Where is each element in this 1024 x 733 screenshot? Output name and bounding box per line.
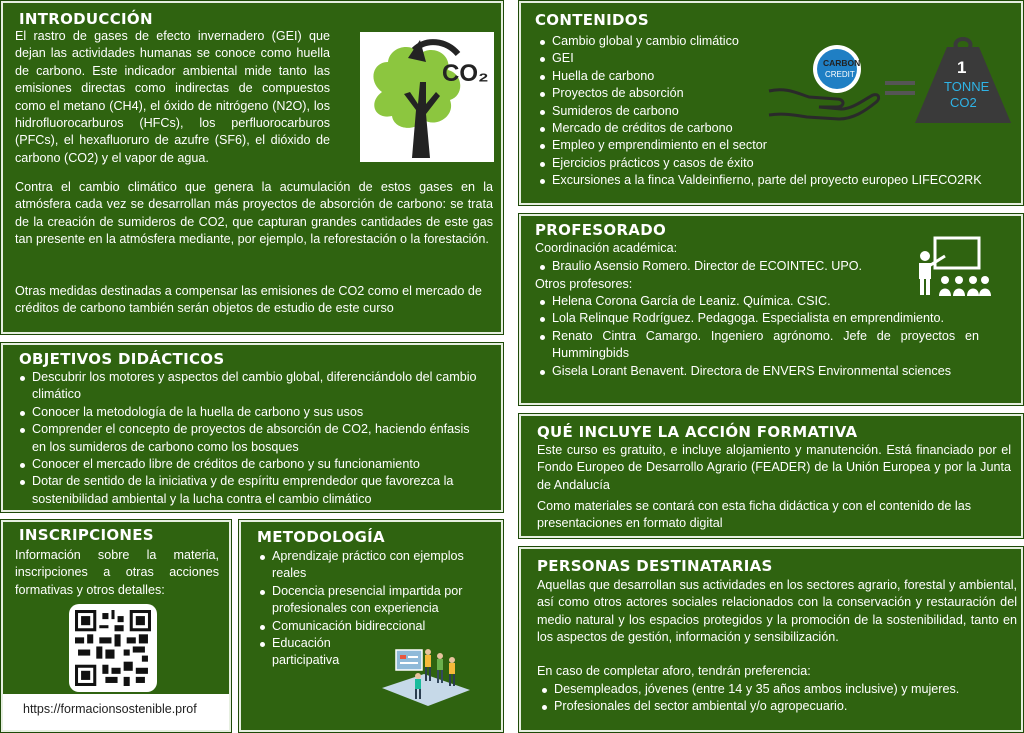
contenidos-panel [519, 1, 1023, 205]
inscripciones-panel [1, 520, 231, 732]
incluye-heading: QUÉ INCLUYE LA ACCIÓN FORMATIVA [537, 423, 858, 441]
list-item: Braulio Asensio Romero. Director de ECOINTEC. UPO. [537, 258, 897, 275]
intro-heading: INTRODUCCIÓN [19, 10, 153, 28]
otros-profesores-label: Otros profesores: [535, 277, 633, 291]
intro-paragraph-1: El rastro de gases de efecto invernadero (GEI) que dejan las actividades humanas se conoce como huella de carbono. Este indicador ambiental mide tanto las emisiones directas como indirectas de compuestos como el metano (CH4), el óxido de nitrógeno (N2O), los hidrofluorocarburos (HFCs), los perfluorocarburos (PFCs), el hexafluoruro de azufre (SF6), el dióxido de carbono (CO2) y el vapor de agua. [15, 29, 330, 165]
list-item: Gisela Lorant Benavent. Directora de ENVERS Environmental sciences [537, 363, 979, 380]
objetivos-list [17, 369, 487, 508]
co2-label: CO₂ [442, 60, 489, 87]
list-item: Helena Corona García de Leaniz. Química. CSIC. [537, 293, 979, 310]
metodologia-panel [239, 520, 503, 732]
list-item: Excursiones a la finca Valdeinfierno, parte del proyecto europeo LIFECO2RK [537, 172, 1007, 189]
list-item: Desempleados, jóvenes (entre 14 y 35 años ambos inclusive) y mujeres. [539, 681, 1009, 698]
weight-unit: TONNE [944, 79, 990, 94]
intro-panel [1, 1, 503, 334]
list-item: Comprender el concepto de proyectos de absorción de CO2, haciendo énfasis en los sumideros de carbono como los bosques [17, 421, 487, 456]
list-item: Conocer la metodología de la huella de carbono y sus usos [17, 404, 487, 421]
list-item: Cambio global y cambio climático [537, 33, 1007, 50]
list-item: Empleo y emprendimiento en el sector [537, 137, 1007, 154]
carbon-credit-text-1: CARBON [823, 58, 861, 68]
list-item: Proyectos de absorción [537, 85, 1007, 102]
list-item: Profesionales del sector ambiental y/o agropecuario. [539, 698, 1009, 715]
list-item: Comunicación bidireccional [257, 618, 487, 635]
otros-profesores-list [537, 293, 979, 380]
list-item: Conocer el mercado libre de créditos de carbono y su funcionamiento [17, 456, 487, 473]
list-item: Aprendizaje práctico con ejemplos reales [257, 548, 487, 583]
qr-code-icon [75, 610, 151, 686]
list-item: Dotar de sentido de la iniciativa y de espíritu emprendedor que favorezca la sostenibilidad ambiental y la lucha contra el cambio climático [17, 473, 487, 508]
coordinacion-label: Coordinación académica: [535, 241, 678, 255]
tree-co2-illustration [360, 32, 494, 162]
list-item: Lola Relinque Rodríguez. Pedagoga. Especialista en emprendimiento. [537, 310, 979, 327]
list-item: Docencia presencial impartida por profesionales con experiencia [257, 583, 487, 618]
qr-code[interactable] [69, 604, 157, 692]
objetivos-panel [1, 343, 503, 512]
url-box [3, 694, 229, 730]
list-item: Renato Cintra Camargo. Ingeniero agrónomo. Jefe de proyectos en Hummingbids [537, 328, 979, 363]
list-item: Ejercicios prácticos y casos de éxito [537, 155, 1007, 172]
destinatarios-paragraph-2: En caso de completar aforo, tendrán preferencia: [537, 664, 811, 678]
destinatarios-panel [519, 547, 1023, 732]
metodologia-heading: METODOLOGÍA [257, 528, 385, 546]
inscripciones-heading: INSCRIPCIONES [19, 526, 154, 544]
destinatarios-paragraph-1: Aquellas que desarrollan sus actividades en los sectores agrario, forestal y ambiental, así como otros actores sociales relacionados con la conservación y restauración del medio natural y los espacios protegidos y la promoción de la sostenibilidad, tanto en los aspectos de gestión, información y sensibilización. [537, 578, 1017, 645]
contenidos-heading: CONTENIDOS [535, 11, 649, 29]
weight-gas: CO2 [950, 95, 977, 110]
teacher-class-icon [915, 234, 991, 298]
incluye-panel [519, 414, 1023, 538]
inscripciones-link[interactable]: https://formacionsostenible.prof [23, 702, 197, 716]
list-item: Descubrir los motores y aspectos del cambio global, diferenciándolo del cambio climático [17, 369, 487, 404]
destinatarios-list [539, 681, 1009, 716]
coordinacion-list [537, 258, 897, 275]
list-item: Mercado de créditos de carbono [537, 120, 1007, 137]
destinatarios-heading: PERSONAS DESTINATARIAS [537, 557, 773, 575]
profesorado-heading: PROFESORADO [535, 221, 667, 239]
hand-coin-icon [767, 33, 1017, 123]
inscripciones-text: Información sobre la materia, inscripciones a otras acciones formativas y otros detalles: [15, 548, 219, 597]
incluye-paragraph-1: Este curso es gratuito, e incluye alojamiento y manutención. Está financiado por el Fondo Europeo de Desarrollo Agrario (FEADER) de la Unión Europea y por la Junta de Andalucía [537, 443, 1011, 492]
presentation-illustration-icon [378, 646, 474, 708]
list-item: Huella de carbono [537, 68, 1007, 85]
tree-icon [360, 32, 494, 162]
weight-number: 1 [957, 58, 967, 77]
carbon-credit-illustration [767, 33, 1017, 123]
profesorado-panel [519, 214, 1023, 405]
incluye-paragraph-2: Como materiales se contará con esta ficha didáctica y con el contenido de las presentaciones en formato digital [537, 499, 972, 531]
carbon-credit-text-2: CREDIT [825, 70, 855, 79]
list-item: Sumideros de carbono [537, 103, 1007, 120]
intro-paragraph-2: Contra el cambio climático que genera la acumulación de estos gases en la atmósfera cada vez se desarrollan más proyectos de absorción de carbono: se trata de la creación de sumideros de CO2, que capturan grandes cantidades de este gas tan presente en la atmósfera mediante, por ejemplo, la reforestación o la forestación. [15, 180, 493, 247]
list-item: Educación participativa [257, 635, 357, 670]
intro-paragraph-3: Otras medidas destinadas a compensar las emisiones de CO2 como el mercado de créditos de carbono también serán objetos de estudio de este curso [15, 284, 482, 316]
objetivos-heading: OBJETIVOS DIDÁCTICOS [19, 350, 225, 368]
list-item: GEI [537, 50, 1007, 67]
